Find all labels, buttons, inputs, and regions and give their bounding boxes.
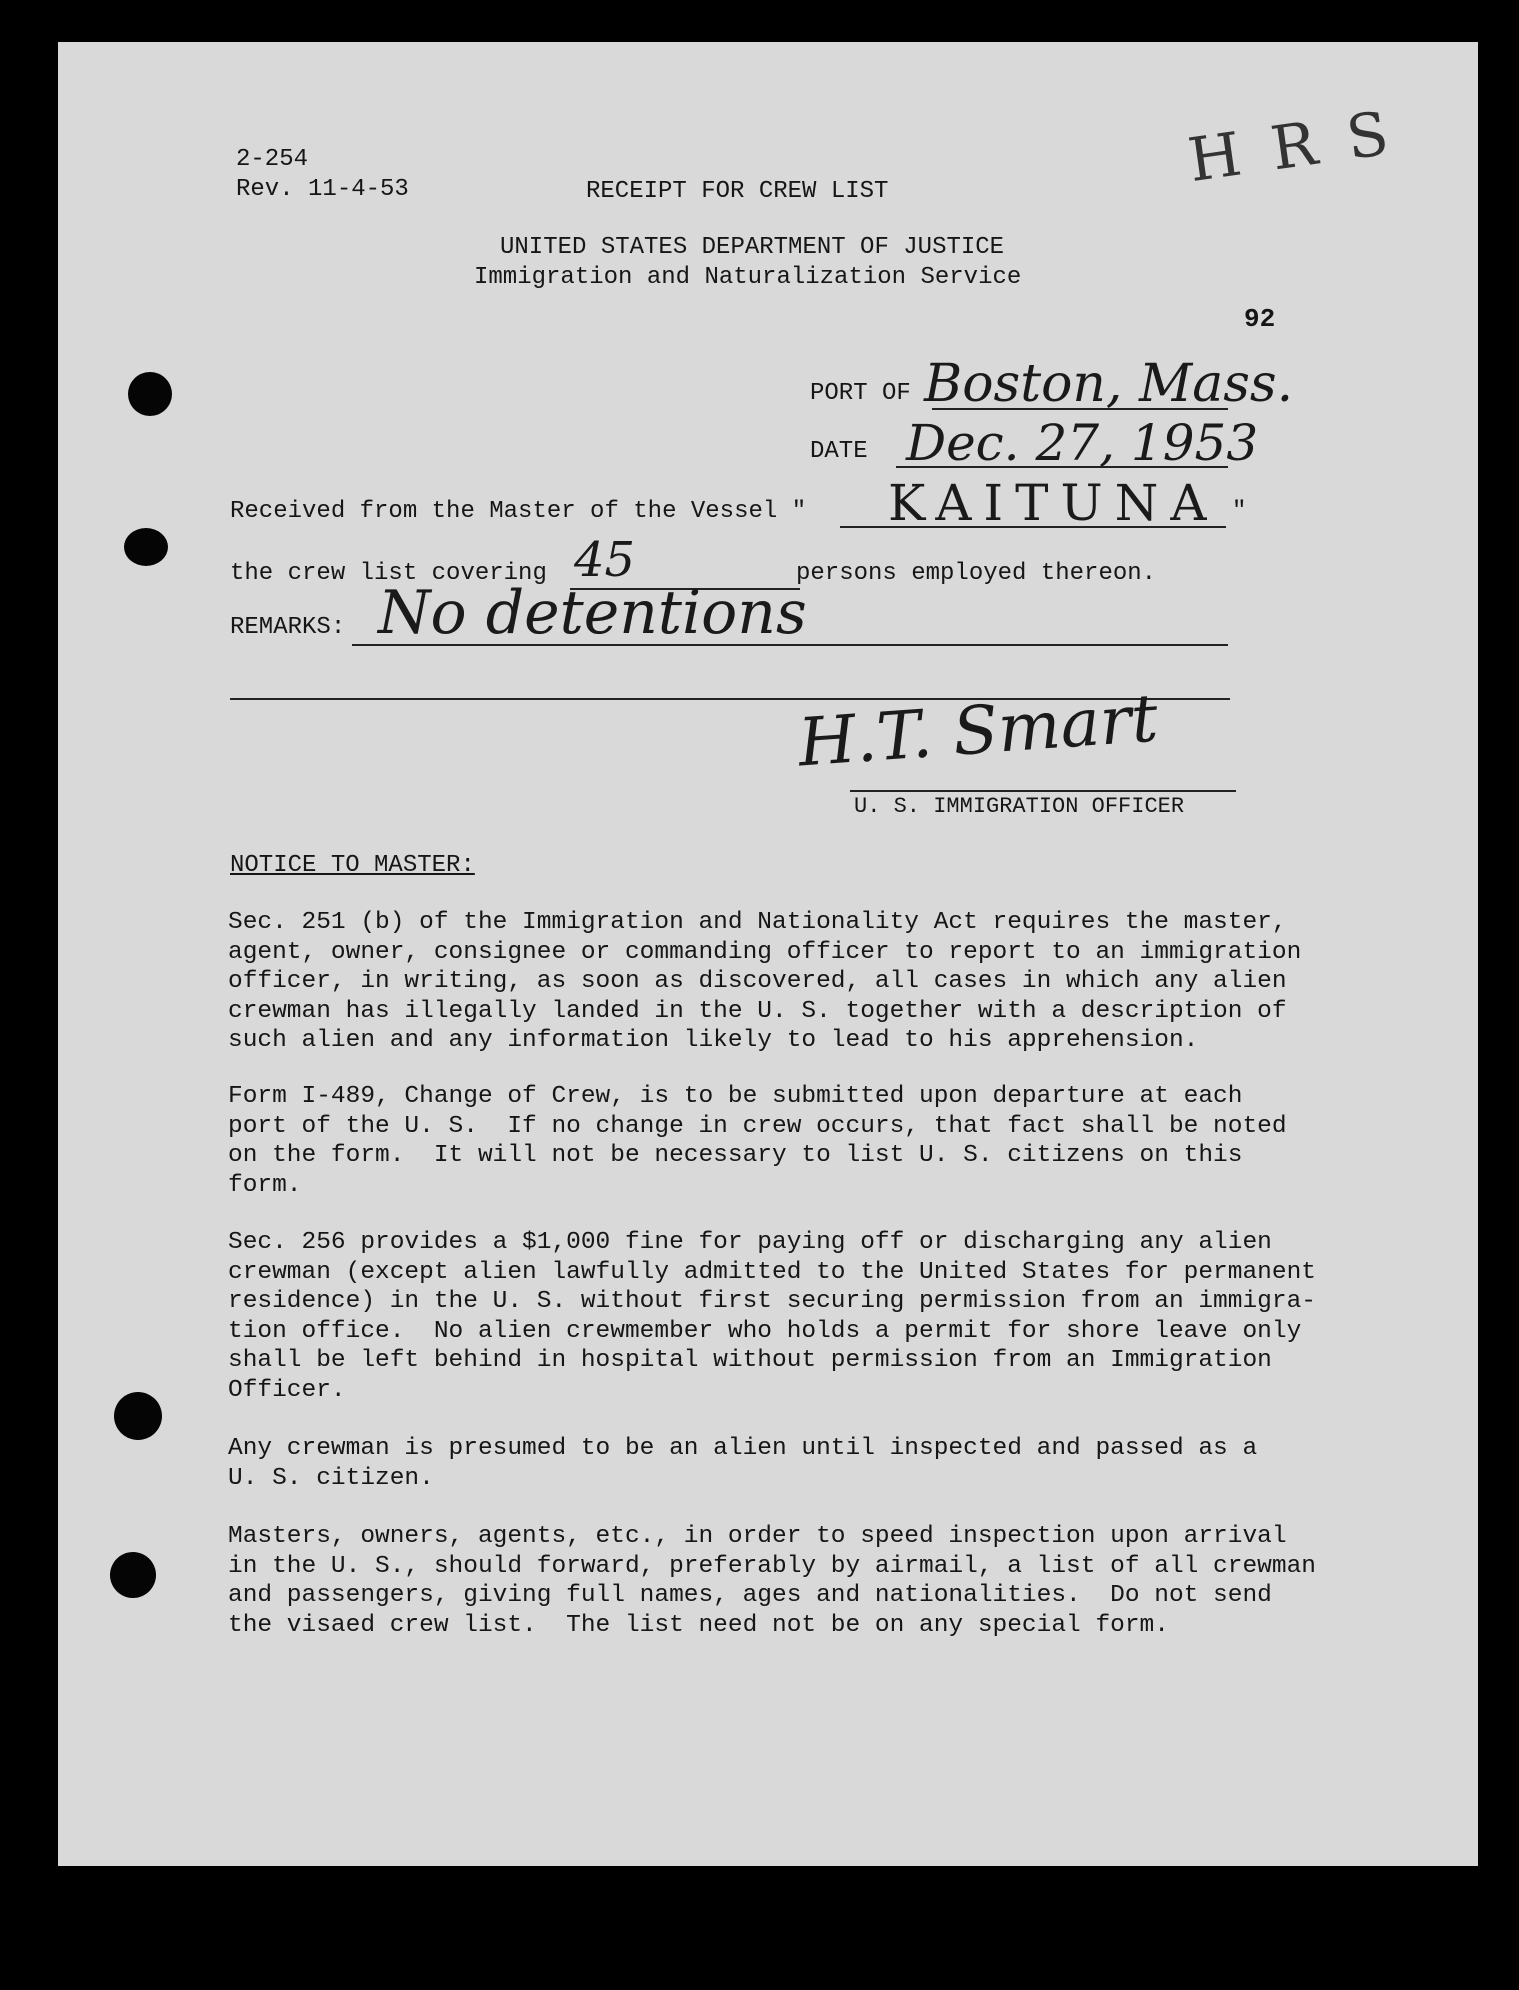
notice-paragraph: Masters, owners, agents, etc., in order to speed inspection upon arrival in the U. S., should forward, preferably by airmail, a list of all crewman and passengers, giving full names, ages and nationalities. Do not send the visaed crew list. The list need not be on any special form. <box>228 1523 1316 1639</box>
service-name: Immigration and Naturalization Service <box>474 264 1022 291</box>
notice-paragraph: Sec. 256 provides a $1,000 fine for paying off or discharging any alien crewman (except alien lawfully admitted to the United States for permanent residence) in the U. S. without first securing permission from an immigra- tion office. No alien crewmember who holds a permit for shore leave only shall be left behind in hospital without permission from an Immigration Officer. <box>228 1229 1316 1404</box>
crew-suffix: persons employed thereon. <box>796 560 1157 587</box>
binder-hole <box>114 1392 162 1440</box>
port-value: Boston, Mass. <box>924 354 1294 414</box>
crew-count-value: 45 <box>574 532 636 588</box>
notice-paragraph: Form I-489, Change of Crew, is to be submitted upon departure at each port of the U. S. If no change in crew occurs, that fact shall be noted on the form. It will not be necessary to list U. S. citizens on this form. <box>228 1083 1287 1199</box>
binder-hole <box>110 1552 156 1598</box>
received-suffix: " <box>1232 498 1247 525</box>
remarks-value: No detentions <box>378 578 807 648</box>
received-prefix: Received from the Master of the Vessel " <box>230 498 807 525</box>
page-number: 92 <box>1244 304 1276 334</box>
signature-line <box>850 790 1236 792</box>
crew-prefix: the crew list covering <box>230 560 547 587</box>
remarks-label: REMARKS: <box>230 614 346 641</box>
port-label: PORT OF <box>810 380 911 407</box>
form-revision: Rev. 11-4-53 <box>236 176 409 203</box>
officer-signature: H.T. Smart <box>795 679 1161 782</box>
officer-label: U. S. IMMIGRATION OFFICER <box>854 794 1185 819</box>
binder-hole <box>124 528 168 566</box>
form-number: 2-254 <box>236 146 309 173</box>
vessel-value: KAITUNA <box>888 474 1219 532</box>
date-label: DATE <box>810 438 868 465</box>
notice-paragraph: Any crewman is presumed to be an alien until inspected and passed as a U. S. citizen. <box>228 1435 1258 1492</box>
corner-initials: H R S <box>1184 97 1399 197</box>
department-name: UNITED STATES DEPARTMENT OF JUSTICE <box>500 234 1005 261</box>
form-page <box>58 42 1478 1866</box>
binder-hole <box>128 372 172 416</box>
form-title: RECEIPT FOR CREW LIST <box>586 178 889 205</box>
notice-paragraph: Sec. 251 (b) of the Immigration and Nationality Act requires the master, agent, owner, consignee or commanding officer to report to an immigration officer, in writing, as soon as discovered, all cases in which any alien crewman has illegally landed in the U. S. together with a description of such alien and any information likely to lead to his apprehension. <box>228 909 1302 1054</box>
notice-heading: NOTICE TO MASTER: <box>230 852 475 879</box>
date-value: Dec. 27, 1953 <box>906 414 1259 472</box>
